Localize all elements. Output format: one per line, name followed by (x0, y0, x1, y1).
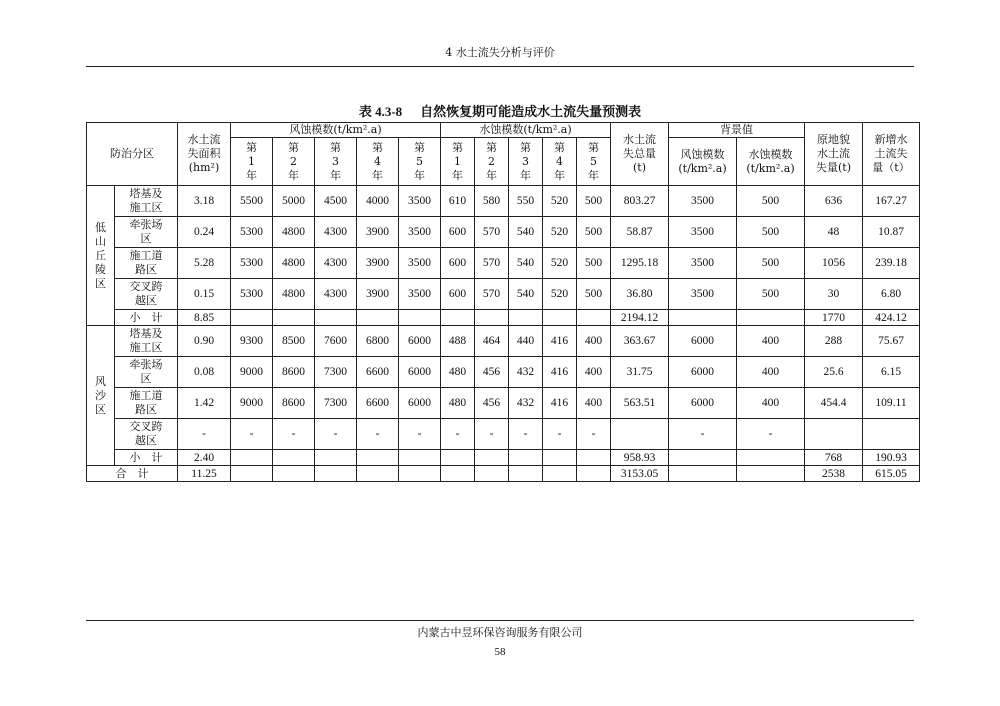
row-label-line: 施工道 (129, 249, 163, 262)
table-cell: 480 (441, 357, 475, 388)
table-cell: 520 (543, 279, 577, 310)
table-cell: 5300 (231, 279, 273, 310)
row-label (115, 186, 178, 217)
table-title (0, 104, 1000, 121)
table-cell: 454.4 (805, 388, 863, 419)
table-cell: 6000 (669, 326, 737, 357)
subtotal-label: 小 计 (115, 310, 178, 326)
row-label-line: 塔基及 (129, 187, 163, 200)
table-cell: 75.67 (863, 326, 920, 357)
table-cell: 4800 (273, 217, 315, 248)
table-cell: 9000 (231, 357, 273, 388)
table-cell: - (273, 419, 315, 450)
table-cell (315, 466, 357, 482)
table-cell: 3500 (399, 279, 441, 310)
row-label-line: 施工区 (129, 341, 163, 354)
table-cell: 9000 (231, 388, 273, 419)
water-year-2: 第 2 年 (475, 138, 509, 186)
table-cell: 563.51 (611, 388, 669, 419)
table-cell: 3900 (357, 279, 399, 310)
table-cell: 615.05 (863, 466, 920, 482)
table-cell: 6000 (399, 357, 441, 388)
water-year-5: 第 5 年 (577, 138, 611, 186)
group-name-cell (87, 186, 115, 326)
table-cell: 167.27 (863, 186, 920, 217)
row-label-line: 牵张场 (129, 358, 163, 371)
table-cell (611, 419, 669, 450)
table-cell: 540 (509, 217, 543, 248)
table-cell: 416 (543, 326, 577, 357)
table-cell: 440 (509, 326, 543, 357)
table-cell: 1295.18 (611, 248, 669, 279)
table-cell: 3500 (669, 217, 737, 248)
table-cell: 500 (577, 248, 611, 279)
table-cell: 3500 (399, 248, 441, 279)
table-cell (543, 466, 577, 482)
table-cell (273, 450, 315, 466)
table-cell: 520 (543, 186, 577, 217)
group-name-char: 低 (95, 220, 106, 234)
row-label (115, 248, 178, 279)
erosion-forecast-table (86, 122, 920, 482)
table-row (87, 186, 920, 217)
row-label (115, 357, 178, 388)
table-row (87, 326, 920, 357)
table-cell: 424.12 (863, 310, 920, 326)
table-cell: - (669, 419, 737, 450)
table-cell: 7300 (315, 357, 357, 388)
row-label-line: 交叉跨 (129, 420, 163, 433)
table-cell: - (441, 419, 475, 450)
table-cell (577, 450, 611, 466)
table-cell: 6.15 (863, 357, 920, 388)
table-cell (669, 310, 737, 326)
table-cell (441, 310, 475, 326)
table-cell: 8600 (273, 357, 315, 388)
table-cell: 500 (737, 279, 805, 310)
table-cell: 5300 (231, 217, 273, 248)
table-cell: 400 (737, 388, 805, 419)
page-header: 4 水土流失分析与评价 (445, 46, 555, 59)
row-label (115, 279, 178, 310)
table-cell: - (231, 419, 273, 450)
table-body (87, 186, 920, 482)
table-cell: - (543, 419, 577, 450)
page-number: 58 (494, 646, 506, 658)
table-cell: 0.90 (178, 326, 231, 357)
table-cell (475, 466, 509, 482)
table-cell: 500 (737, 248, 805, 279)
table-cell: 0.15 (178, 279, 231, 310)
group-name-char: 区 (95, 276, 106, 290)
company-name: 内蒙古中昱环保咨询服务有限公司 (417, 626, 583, 639)
row-label-line: 越区 (135, 434, 157, 447)
grand-total-label: 合 计 (87, 466, 178, 482)
table-cell (399, 466, 441, 482)
table-cell: 4300 (315, 248, 357, 279)
table-cell: 190.93 (863, 450, 920, 466)
table-cell: 6000 (669, 357, 737, 388)
table-cell: 4000 (357, 186, 399, 217)
table-cell: 2538 (805, 466, 863, 482)
original-loss-header: 原地貌 水土流 失量(t) (805, 123, 863, 186)
table-cell (805, 419, 863, 450)
row-label-line: 交叉跨 (129, 280, 163, 293)
table-cell (577, 466, 611, 482)
water-erosion-header: 水蚀模数(t/km².a) (441, 123, 611, 138)
bg-water-header: 水蚀模数 (t/km².a) (737, 138, 805, 186)
table-cell: 464 (475, 326, 509, 357)
table-cell (737, 466, 805, 482)
footer-rule (86, 620, 914, 621)
table-cell (399, 450, 441, 466)
row-label (115, 419, 178, 450)
subtotal-row (87, 310, 920, 326)
table-cell: 540 (509, 279, 543, 310)
table-cell: 58.87 (611, 217, 669, 248)
table-cell: 600 (441, 279, 475, 310)
row-label-line: 越区 (135, 294, 157, 307)
table-cell: - (178, 419, 231, 450)
row-label (115, 388, 178, 419)
table-cell (399, 310, 441, 326)
table-cell: 456 (475, 357, 509, 388)
table-cell: 400 (737, 357, 805, 388)
table-cell: 3153.05 (611, 466, 669, 482)
table-row (87, 419, 920, 450)
table-cell (509, 466, 543, 482)
table-cell: 400 (577, 326, 611, 357)
wind-erosion-header: 风蚀模数(t/km².a) (231, 123, 441, 138)
group-name-char: 丘 (95, 248, 106, 262)
table-row (87, 248, 920, 279)
table-cell: 3500 (669, 248, 737, 279)
group-name-char: 陵 (95, 262, 106, 276)
subtotal-label: 小 计 (115, 450, 178, 466)
table-cell: 416 (543, 388, 577, 419)
wind-year-2: 第 2 年 (273, 138, 315, 186)
table-cell: 8.85 (178, 310, 231, 326)
grand-total-row (87, 466, 920, 482)
table-cell: 6600 (357, 357, 399, 388)
row-label-line: 施工区 (129, 201, 163, 214)
table-cell: - (509, 419, 543, 450)
table-cell (737, 450, 805, 466)
table-cell: - (737, 419, 805, 450)
table-cell: 6000 (399, 388, 441, 419)
table-cell: - (357, 419, 399, 450)
table-cell: - (577, 419, 611, 450)
table-cell: 2194.12 (611, 310, 669, 326)
table-cell: 8600 (273, 388, 315, 419)
table-cell: 3500 (669, 279, 737, 310)
table-cell: 550 (509, 186, 543, 217)
table-cell (543, 310, 577, 326)
table-cell: 6000 (669, 388, 737, 419)
table-cell: 25.6 (805, 357, 863, 388)
table-cell: 500 (737, 217, 805, 248)
table-cell (231, 310, 273, 326)
table-cell: 610 (441, 186, 475, 217)
header-rule (86, 66, 914, 67)
group-name-cell (87, 326, 115, 466)
table-cell: 7600 (315, 326, 357, 357)
water-year-1: 第 1 年 (441, 138, 475, 186)
total-loss-header: 水土流 失总量 (t) (611, 123, 669, 186)
table-cell: 480 (441, 388, 475, 419)
table-cell: 540 (509, 248, 543, 279)
table-row (87, 279, 920, 310)
row-label-line: 塔基及 (129, 327, 163, 340)
table-cell: 500 (577, 279, 611, 310)
table-cell: 36.80 (611, 279, 669, 310)
table-cell: 0.24 (178, 217, 231, 248)
table-cell: 570 (475, 217, 509, 248)
table-title-text: 自然恢复期可能造成水土流失量预测表 (420, 105, 642, 120)
table-cell: 1056 (805, 248, 863, 279)
subtotal-row (87, 450, 920, 466)
table-cell (315, 450, 357, 466)
table-cell (441, 450, 475, 466)
table-cell (577, 310, 611, 326)
table-cell: 500 (737, 186, 805, 217)
table-cell (273, 466, 315, 482)
table-cell: 432 (509, 357, 543, 388)
table-cell: 4300 (315, 279, 357, 310)
table-cell: 1.42 (178, 388, 231, 419)
wind-year-1: 第 1 年 (231, 138, 273, 186)
table-cell (231, 466, 273, 482)
table-cell (509, 310, 543, 326)
table-cell: 500 (577, 217, 611, 248)
table-cell: 600 (441, 217, 475, 248)
table-cell: 4800 (273, 248, 315, 279)
table-cell (475, 310, 509, 326)
table-cell (475, 450, 509, 466)
table-cell: - (315, 419, 357, 450)
table-cell (357, 450, 399, 466)
table-cell: 3.18 (178, 186, 231, 217)
table-cell: 0.08 (178, 357, 231, 388)
table-cell: 416 (543, 357, 577, 388)
table-cell: 11.25 (178, 466, 231, 482)
table-cell: 803.27 (611, 186, 669, 217)
table-cell: 239.18 (863, 248, 920, 279)
table-cell: 6800 (357, 326, 399, 357)
table-cell (669, 450, 737, 466)
table-cell (509, 450, 543, 466)
table-cell: 7300 (315, 388, 357, 419)
table-cell: 432 (509, 388, 543, 419)
table-cell: 4800 (273, 279, 315, 310)
table-cell: 580 (475, 186, 509, 217)
row-label-line: 区 (140, 372, 152, 385)
table-cell (543, 450, 577, 466)
table-cell (737, 310, 805, 326)
row-label (115, 217, 178, 248)
table-cell: 4300 (315, 217, 357, 248)
table-cell: 2.40 (178, 450, 231, 466)
table-cell (357, 310, 399, 326)
background-header: 背景值 (669, 123, 805, 138)
table-cell: 600 (441, 248, 475, 279)
table-cell: 3900 (357, 248, 399, 279)
table-cell: 288 (805, 326, 863, 357)
table-cell: 500 (577, 186, 611, 217)
table-cell: 958.93 (611, 450, 669, 466)
row-label-line: 施工道 (129, 389, 163, 402)
table-number: 表 4.3-8 (358, 104, 403, 119)
row-label-line: 牵张场 (129, 218, 163, 231)
table-cell: 570 (475, 279, 509, 310)
table-cell (357, 466, 399, 482)
table-cell: 1770 (805, 310, 863, 326)
table-cell: 570 (475, 248, 509, 279)
new-loss-header: 新增水 土流失 量（t） (863, 123, 920, 186)
table-cell: - (475, 419, 509, 450)
table-cell: 488 (441, 326, 475, 357)
table-cell: 5300 (231, 248, 273, 279)
table-cell: 3500 (669, 186, 737, 217)
table-cell (231, 450, 273, 466)
table-cell: 636 (805, 186, 863, 217)
row-label-line: 区 (140, 232, 152, 245)
table-cell: 6.80 (863, 279, 920, 310)
table-cell: 5.28 (178, 248, 231, 279)
table-cell (315, 310, 357, 326)
table-row (87, 217, 920, 248)
table-cell: - (399, 419, 441, 450)
table-cell: 400 (577, 388, 611, 419)
table-cell: 520 (543, 248, 577, 279)
area-header: 水土流 失面积 (hm²) (178, 123, 231, 186)
table-cell: 3500 (399, 217, 441, 248)
table-cell: 400 (577, 357, 611, 388)
group-name-char: 山 (95, 234, 106, 248)
row-label (115, 326, 178, 357)
table-cell: 6600 (357, 388, 399, 419)
table-row (87, 388, 920, 419)
table-cell: 6000 (399, 326, 441, 357)
table-cell (441, 466, 475, 482)
table-cell: 5000 (273, 186, 315, 217)
table-cell: 363.67 (611, 326, 669, 357)
bg-wind-header: 风蚀模数 (t/km².a) (669, 138, 737, 186)
row-label-line: 路区 (135, 263, 157, 276)
table-cell: 8500 (273, 326, 315, 357)
group-name-char: 风 (95, 374, 106, 388)
table-cell: 10.87 (863, 217, 920, 248)
table-cell: 768 (805, 450, 863, 466)
table-cell (863, 419, 920, 450)
table-cell: 30 (805, 279, 863, 310)
table-cell: 400 (737, 326, 805, 357)
table-cell: 3500 (399, 186, 441, 217)
table-cell (273, 310, 315, 326)
table-cell: 4500 (315, 186, 357, 217)
table-cell: 109.11 (863, 388, 920, 419)
wind-year-4: 第 4 年 (357, 138, 399, 186)
table-cell: 520 (543, 217, 577, 248)
table-cell: 48 (805, 217, 863, 248)
zone-header: 防治分区 (87, 123, 178, 186)
table-cell: 3900 (357, 217, 399, 248)
group-name-char: 区 (95, 402, 106, 416)
table-cell (669, 466, 737, 482)
table-row (87, 357, 920, 388)
water-year-4: 第 4 年 (543, 138, 577, 186)
wind-year-5: 第 5 年 (399, 138, 441, 186)
group-name-char: 沙 (95, 388, 106, 402)
water-year-3: 第 3 年 (509, 138, 543, 186)
row-label-line: 路区 (135, 403, 157, 416)
table-cell: 9300 (231, 326, 273, 357)
table-cell: 456 (475, 388, 509, 419)
table-cell: 31.75 (611, 357, 669, 388)
wind-year-3: 第 3 年 (315, 138, 357, 186)
table-cell: 5500 (231, 186, 273, 217)
